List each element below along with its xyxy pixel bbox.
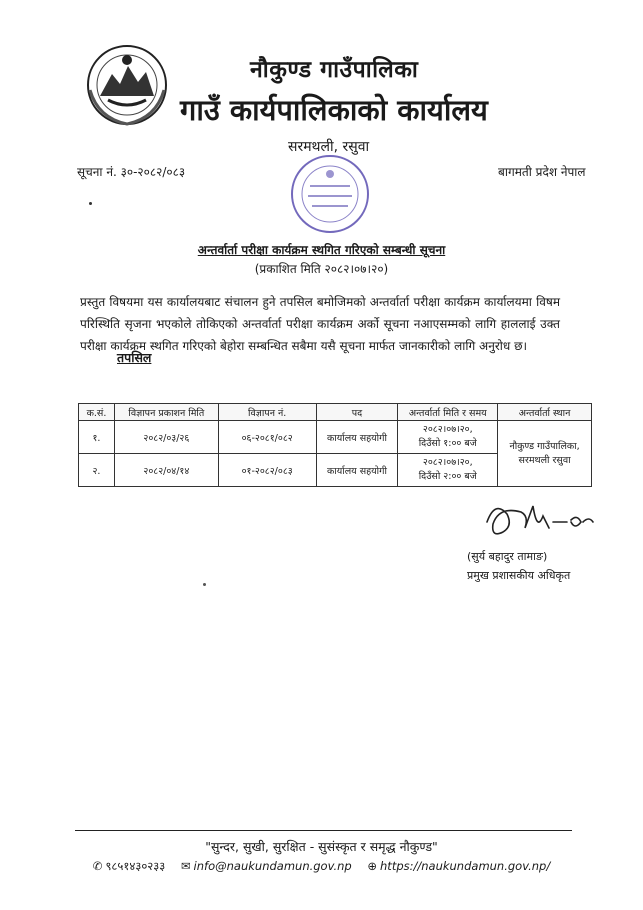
schedule-heading: तपसिल	[117, 350, 152, 365]
venue-line-2: सरमथली रसुवा	[518, 454, 571, 466]
notice-subject: अन्तर्वार्ता परीक्षा कार्यक्रम स्थगित गरिएको सम्बन्धी सूचना	[197, 243, 446, 257]
interview-time: दिउँसो १:०० बजे	[418, 438, 477, 449]
signature-icon	[477, 492, 597, 547]
venue-line-1: नौकुण्ड गाउँपालिका,	[509, 440, 580, 452]
scan-speck	[203, 583, 206, 586]
table-row	[79, 421, 592, 454]
cell-interview-datetime	[398, 454, 498, 487]
footer-email[interactable]	[181, 859, 355, 873]
cell-post: कार्यालय सहयोगी	[316, 454, 398, 487]
scan-speck	[89, 202, 92, 205]
header-interview-venue: अन्तर्वार्ता स्थान	[498, 404, 592, 421]
municipality-name: नौकुण्ड गाउँपालिका	[250, 57, 419, 83]
footer-website[interactable]	[367, 859, 550, 873]
footer-motto: "सुन्दर, सुखी, सुरक्षित - सुसंस्कृत र समृद्ध नौकुण्ड"	[205, 839, 438, 854]
header-adv-no: विज्ञापन नं.	[218, 404, 316, 421]
table-header-row	[79, 404, 592, 421]
cell-serial: २.	[79, 454, 115, 487]
cell-interview-datetime	[398, 421, 498, 454]
interview-time: दिउँसो २:०० बजे	[418, 471, 477, 482]
globe-icon: ⊕	[367, 859, 378, 873]
phone-number: ९८५१४३०२३३	[105, 859, 166, 873]
notice-body: प्रस्तुत विषयमा यस कार्यालयबाट संचालन हुने तपसिल बमोजिमको अन्तर्वार्ता परीक्षा कार्यक्रम कार्यालयमा विषम परिस्थिति सृजना भएकोले तोकिएको अन्तर्वार्ता परीक्षा कार्यक्रम अर्को सूचना नआएसम्मको लागि हाललाई उक्त परीक्षा कार्यक्रम स्थगित गरिएको बेहोरा सम्बन्धित सबैमा यसै सूचना मार्फत जानकारीको लागि अनुरोध छ।	[80, 295, 560, 353]
office-name: गाउँ कार्यपालिकाको कार्यालय	[180, 93, 488, 127]
phone-icon: ✆	[92, 859, 103, 873]
notice-number: सूचना नं. ३०-२०८२/०८३	[77, 165, 186, 179]
cell-pub-date: २०८२/०३/२६	[114, 421, 218, 454]
cell-pub-date: २०८२/०४/१४	[114, 454, 218, 487]
schedule-table	[78, 403, 592, 487]
nepal-emblem-icon	[86, 44, 168, 126]
footer-phone[interactable]	[93, 859, 169, 873]
signatory-position: प्रमुख प्रशासकीय अधिकृत	[467, 569, 571, 582]
footer-divider	[75, 830, 572, 831]
province-name: बागमती प्रदेश नेपाल	[498, 165, 586, 179]
cell-adv-no: ०६-२०८१/०८२	[218, 421, 316, 454]
cell-interview-venue	[498, 421, 592, 487]
cell-serial: १.	[79, 421, 115, 454]
header-interview-datetime: अन्तर्वार्ता मिति र समय	[398, 404, 498, 421]
mail-icon: ✉	[180, 859, 191, 873]
cell-adv-no: ०१-२०८२/०८३	[218, 454, 316, 487]
interview-date: २०८२।०७।२०,	[422, 457, 473, 468]
published-date: (प्रकाशित मिति २०८२।०७।२०)	[254, 262, 389, 276]
header-post: पद	[316, 404, 398, 421]
cell-post: कार्यालय सहयोगी	[316, 421, 398, 454]
website-url: https://naukundamun.gov.np/	[380, 859, 551, 873]
interview-date: २०८२।०७।२०,	[422, 424, 473, 435]
email-address: info@naukundamun.gov.np	[193, 859, 352, 873]
header-serial: क.सं.	[79, 404, 115, 421]
signatory-name: (सुर्य बहादुर तामाङ)	[467, 550, 548, 563]
office-location: सरमथली, रसुवा	[288, 139, 370, 155]
office-stamp-icon	[288, 152, 372, 236]
header-pub-date: विज्ञापन प्रकाशन मिति	[114, 404, 218, 421]
footer-contacts	[0, 859, 643, 874]
